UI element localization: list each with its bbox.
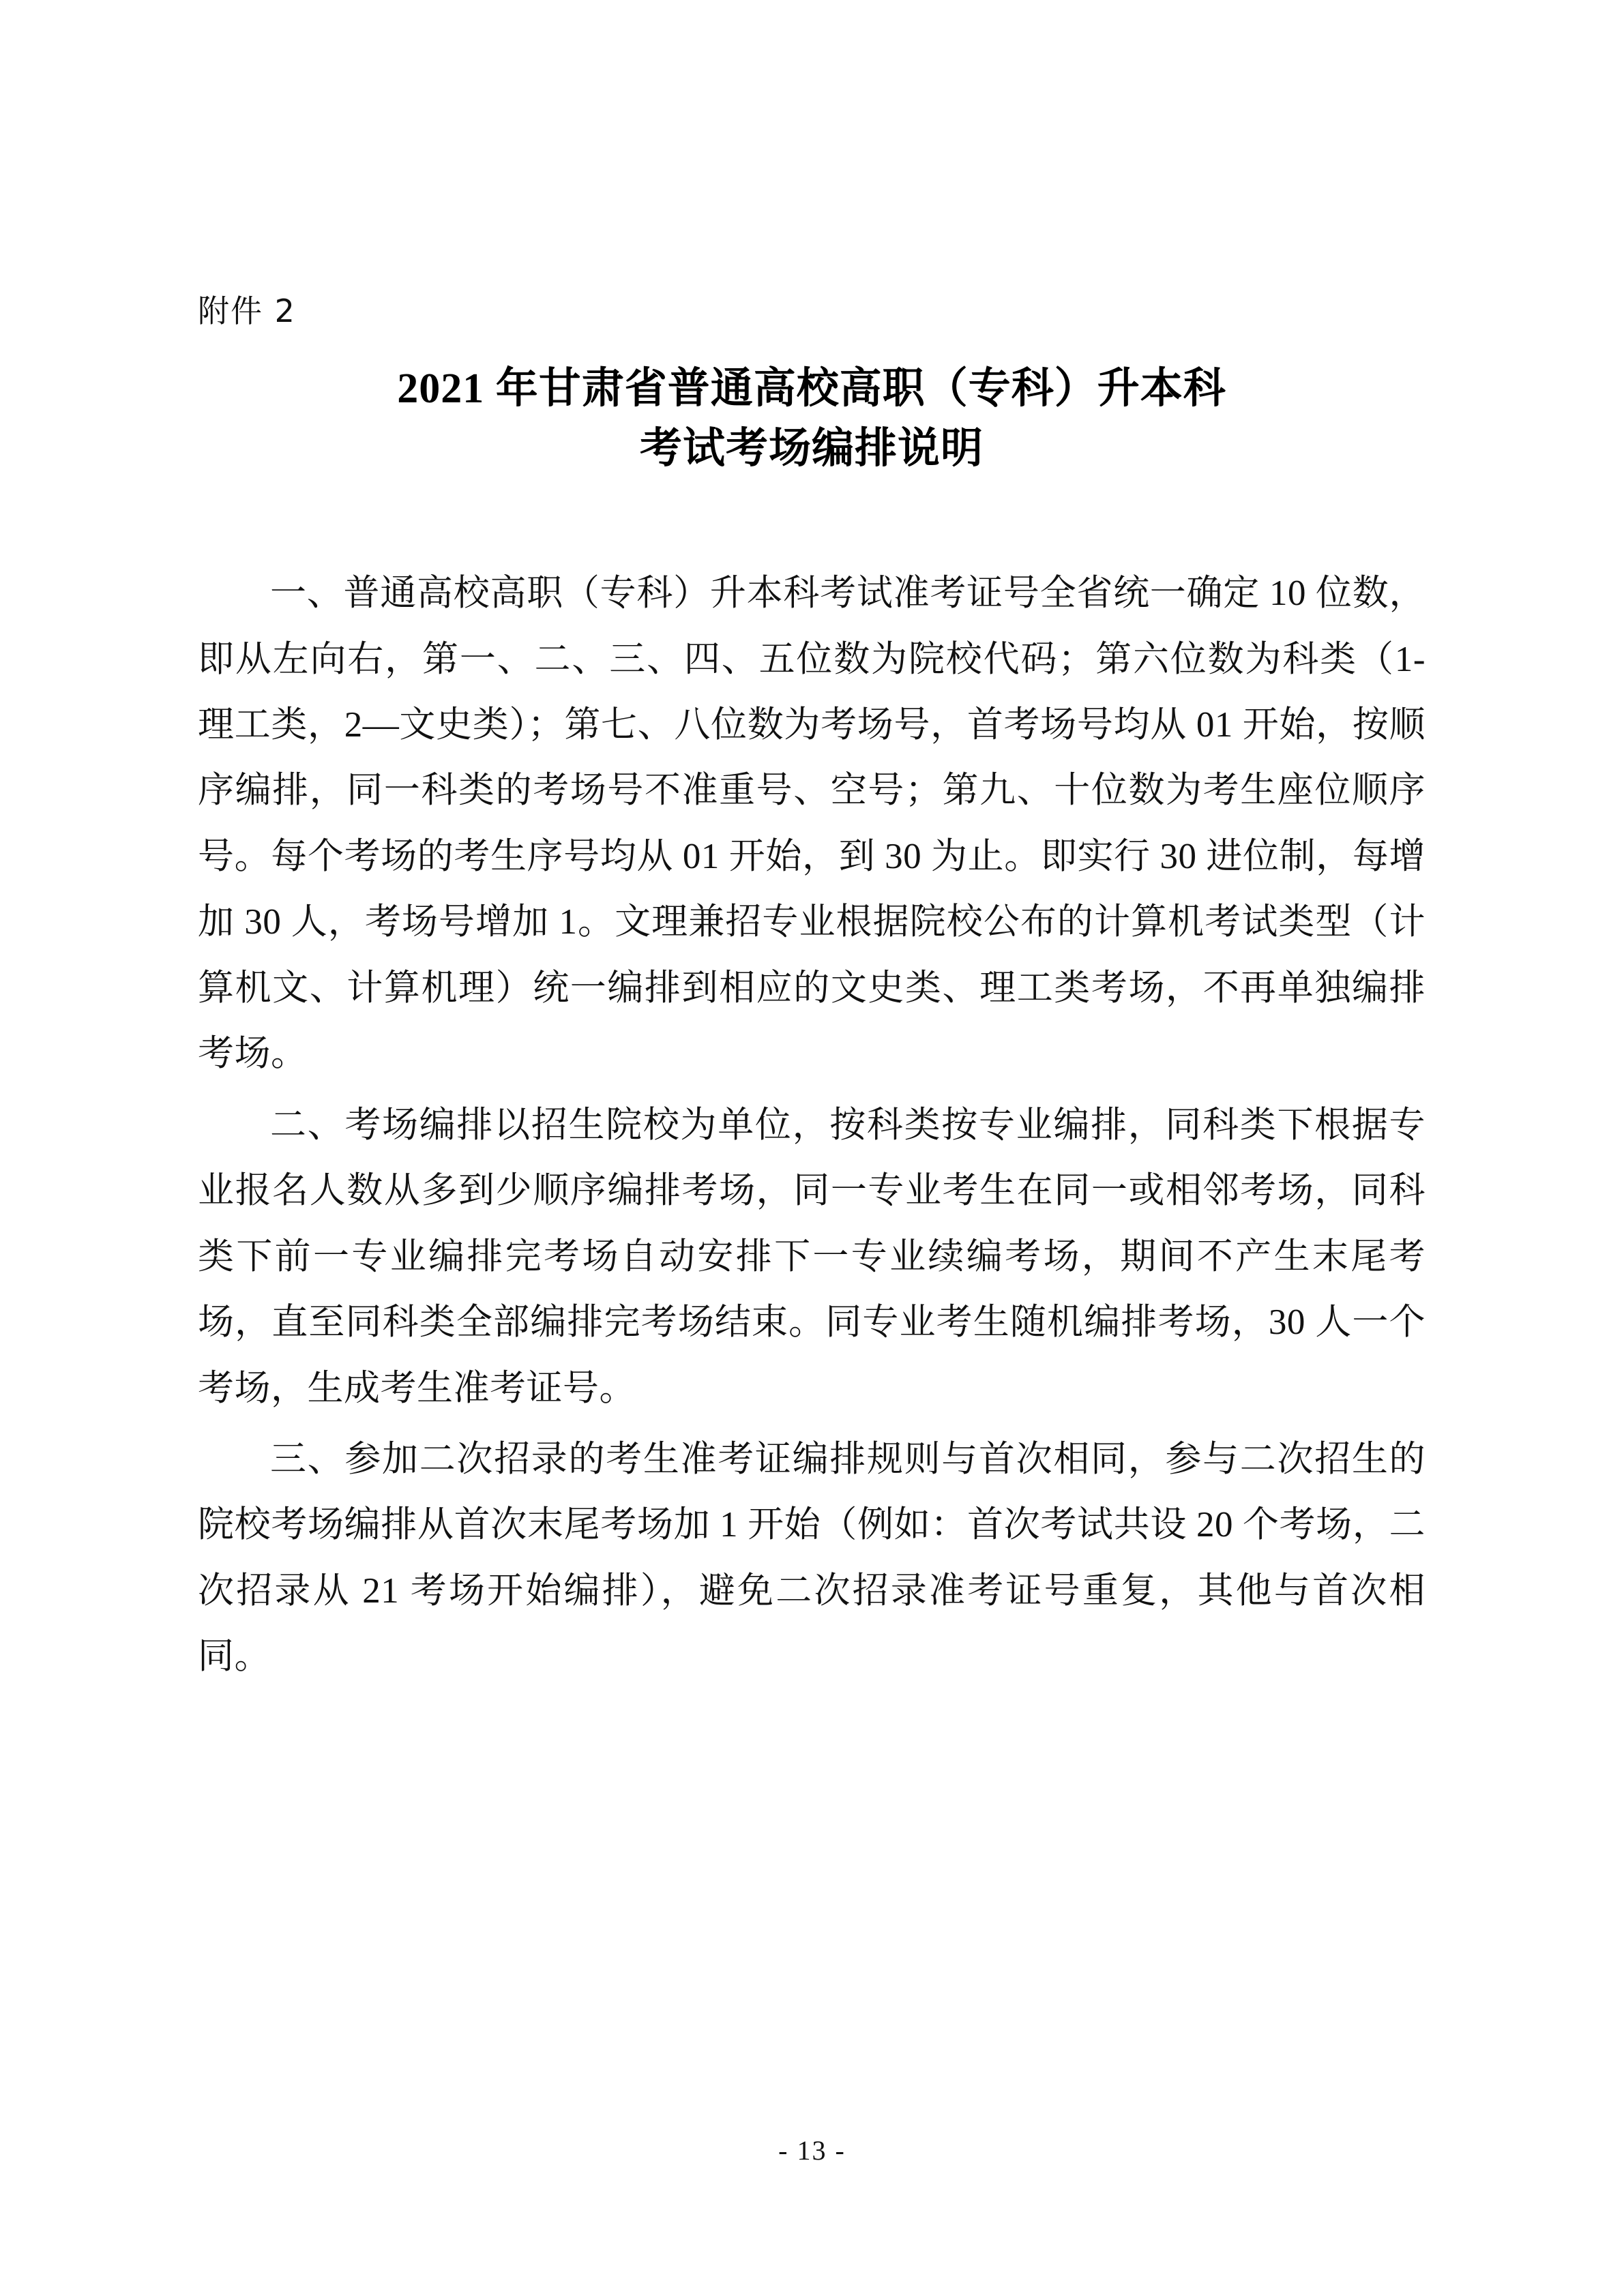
document-title-line-2: 考试考场编排说明 (639, 426, 984, 473)
paragraph-three: 三、参加二次招录的考生准考证编排规则与首次相同，参与二次招生的院校考场编排从首次末尾考场加 1 开始（例如：首次考试共设 20 个考场，二次招录从 21 考场开始编排），避免二次招录准考证号重复，其他与首次相同。 (198, 1439, 1426, 1677)
document-content (198, 286, 1426, 1695)
document-title (198, 359, 1426, 479)
page-number: - 13 - (778, 2135, 846, 2166)
document-body (198, 561, 1426, 1690)
attachment-label: 附件 2 (198, 293, 296, 329)
paragraph-two: 二、考场编排以招生院校为单位，按科类按专业编排，同科类下根据专业报名人数从多到少顺序编排考场，同一专业考生在同一或相邻考场，同科类下前一专业编排完考场自动安排下一专业续编考场，期间不产生末尾考场，直至同科类全部编排完考场结束。同专业考生随机编排考场，30 人一个考场，生成考生准考证号。 (198, 1105, 1426, 1408)
document-title-line-1: 2021 年甘肃省普通高校高职（专科）升本科 (397, 366, 1226, 412)
paragraph-one: 一、普通高校高职（专科）升本科考试准考证号全省统一确定 10 位数，即从左向右，第一、二、三、四、五位数为院校代码；第六位数为科类（1-理工类，2—文史类）；第七、八位数为考场号，首考场号均从 01 开始，按顺序编排，同一科类的考场号不准重号、空号；第九、十位数为考生座位顺序号。每个考场的考生序号均从 01 开始，到 30 为止。即实行 30 进位制，每增加 30 人，考场号增加 1。文理兼招专业根据院校公布的计算机考试类型（计算机文、计算机理）统一编排到相应的文史类、理工类考场，不再单独编排考场。 (198, 573, 1426, 1074)
